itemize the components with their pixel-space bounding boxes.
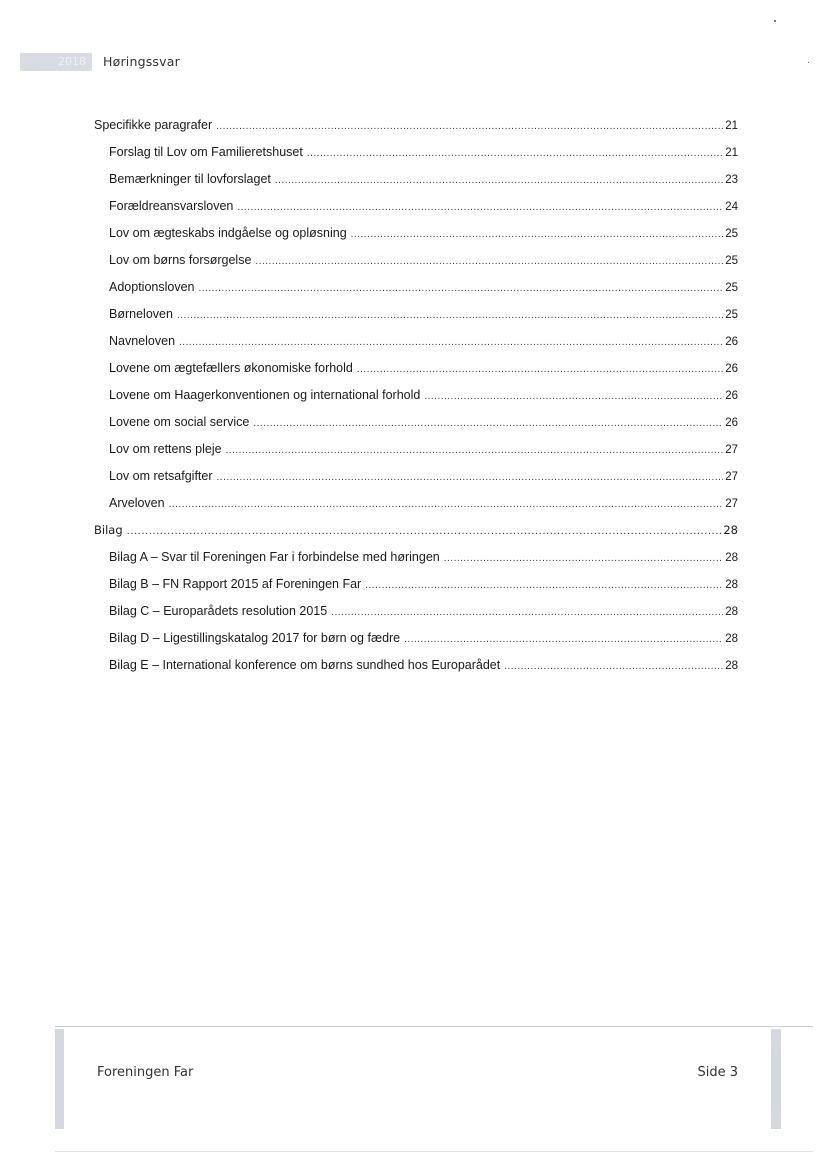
toc-entry-title: Børneloven [109,307,173,321]
toc-entry-title: Forældreansvarsloven [109,199,234,213]
toc-entry-level2[interactable] [109,415,738,433]
toc-entry-title: Bemærkninger til lovforslaget [109,172,271,186]
toc-entry-level2[interactable] [109,145,738,163]
toc-entry-title: Lovene om social service [109,415,250,429]
toc-entry-level2[interactable] [109,172,738,190]
footer-organization: Foreningen Far [97,1065,194,1080]
toc-leader-dots [237,202,723,213]
toc-entry-title: Lovene om ægtefællers økonomiske forhold [109,361,353,375]
toc-entry-page: 28 [725,633,738,645]
toc-entry-page: 21 [725,147,738,159]
toc-entry-title: Specifikke paragrafer [94,118,213,132]
toc-entry-level2[interactable] [109,361,738,379]
toc-entry-title: Bilag B – FN Rapport 2015 af Foreningen Far [109,577,362,591]
toc-entry-page: 26 [725,417,738,429]
toc-leader-dots [179,337,723,348]
footer-left-bar [55,1029,64,1129]
toc-entry-title: Bilag C – Europarådets resolution 2015 [109,604,328,618]
toc-entry-level2[interactable] [109,280,738,298]
toc-leader-dots [216,121,723,132]
toc-leader-dots [424,391,723,402]
toc-entry-page: 25 [725,282,738,294]
toc-entry-page: 27 [725,498,738,510]
toc-entry-title: Lov om børns forsørgelse [109,253,252,267]
toc-entry-level2[interactable] [109,577,738,595]
footer-bottom-divider [55,1151,813,1152]
toc-leader-dots [404,634,723,645]
toc-entry-title: Lovene om Haagerkonventionen og international forhold [109,388,421,402]
toc-entry-page: 27 [725,471,738,483]
toc-entry-page: 21 [725,120,738,132]
toc-entry-page: 28 [725,660,738,672]
toc-entry-title: Bilag A – Svar til Foreningen Far i forbindelse med høringen [109,550,440,564]
toc-entry-page: 27 [725,444,738,456]
toc-leader-dots [351,229,724,240]
toc-entry-title: Forslag til Lov om Familieretshuset [109,145,303,159]
toc-leader-dots [127,526,722,537]
toc-entry-level2[interactable] [109,469,738,487]
toc-entry-level1[interactable] [94,523,738,541]
toc-entry-page: 28 [725,552,738,564]
toc-entry-title: Bilag D – Ligestillingskatalog 2017 for børn og fædre [109,631,401,645]
toc-entry-level2[interactable] [109,550,738,568]
toc-entry-title: Navneloven [109,334,176,348]
toc-entry-level2[interactable] [109,388,738,406]
header-year-badge: 2018 [20,53,92,71]
toc-leader-dots [504,661,723,672]
toc-entry-level2[interactable] [109,658,738,676]
footer-right-bar [771,1029,781,1129]
toc-entry-title: Lov om retsafgifter [109,469,213,483]
toc-entry-level2[interactable] [109,604,738,622]
toc-leader-dots [307,148,723,159]
toc-leader-dots [444,553,723,564]
toc-leader-dots [365,580,723,591]
toc-entry-page: 26 [725,390,738,402]
toc-entry-page: 28 [725,606,738,618]
toc-entry-page: 23 [725,174,738,186]
toc-entry-page: 25 [725,255,738,267]
toc-entry-page: 25 [725,309,738,321]
header-title: Høringssvar [103,54,180,69]
toc-entry-level2[interactable] [109,307,738,325]
toc-entry-level2[interactable] [109,442,738,460]
toc-entry-level2[interactable] [109,631,738,649]
toc-entry-title: Bilag [94,523,123,537]
toc-leader-dots [331,607,723,618]
toc-leader-dots [253,418,723,429]
toc-entry-level1[interactable] [94,118,738,136]
toc-entry-page: 28 [723,523,738,537]
toc-entry-level2[interactable] [109,199,738,217]
toc-entry-level2[interactable] [109,496,738,514]
toc-entry-title: Lov om ægteskabs indgåelse og opløsning [109,226,347,240]
toc-leader-dots [169,499,724,510]
scan-speck [808,62,809,63]
footer-page-number: Side 3 [697,1065,738,1080]
toc-entry-title: Bilag E – International konference om børns sundhed hos Europarådet [109,658,501,672]
toc-entry-title: Lov om rettens pleje [109,442,222,456]
toc-entry-title: Arveloven [109,496,165,510]
toc-leader-dots [275,175,723,186]
toc-entry-page: 25 [725,228,738,240]
toc-leader-dots [357,364,723,375]
toc-entry-page: 26 [725,336,738,348]
toc-entry-page: 28 [725,579,738,591]
toc-leader-dots [177,310,723,321]
toc-entry-level2[interactable] [109,334,738,352]
footer-divider [55,1026,813,1027]
toc-leader-dots [198,283,723,294]
toc-entry-title: Adoptionsloven [109,280,195,294]
toc-entry-level2[interactable] [109,226,738,244]
toc-leader-dots [217,472,724,483]
toc-leader-dots [226,445,724,456]
toc-entry-level2[interactable] [109,253,738,271]
scan-speck [774,20,776,22]
toc-entry-page: 26 [725,363,738,375]
toc-leader-dots [255,256,723,267]
toc-entry-page: 24 [725,201,738,213]
